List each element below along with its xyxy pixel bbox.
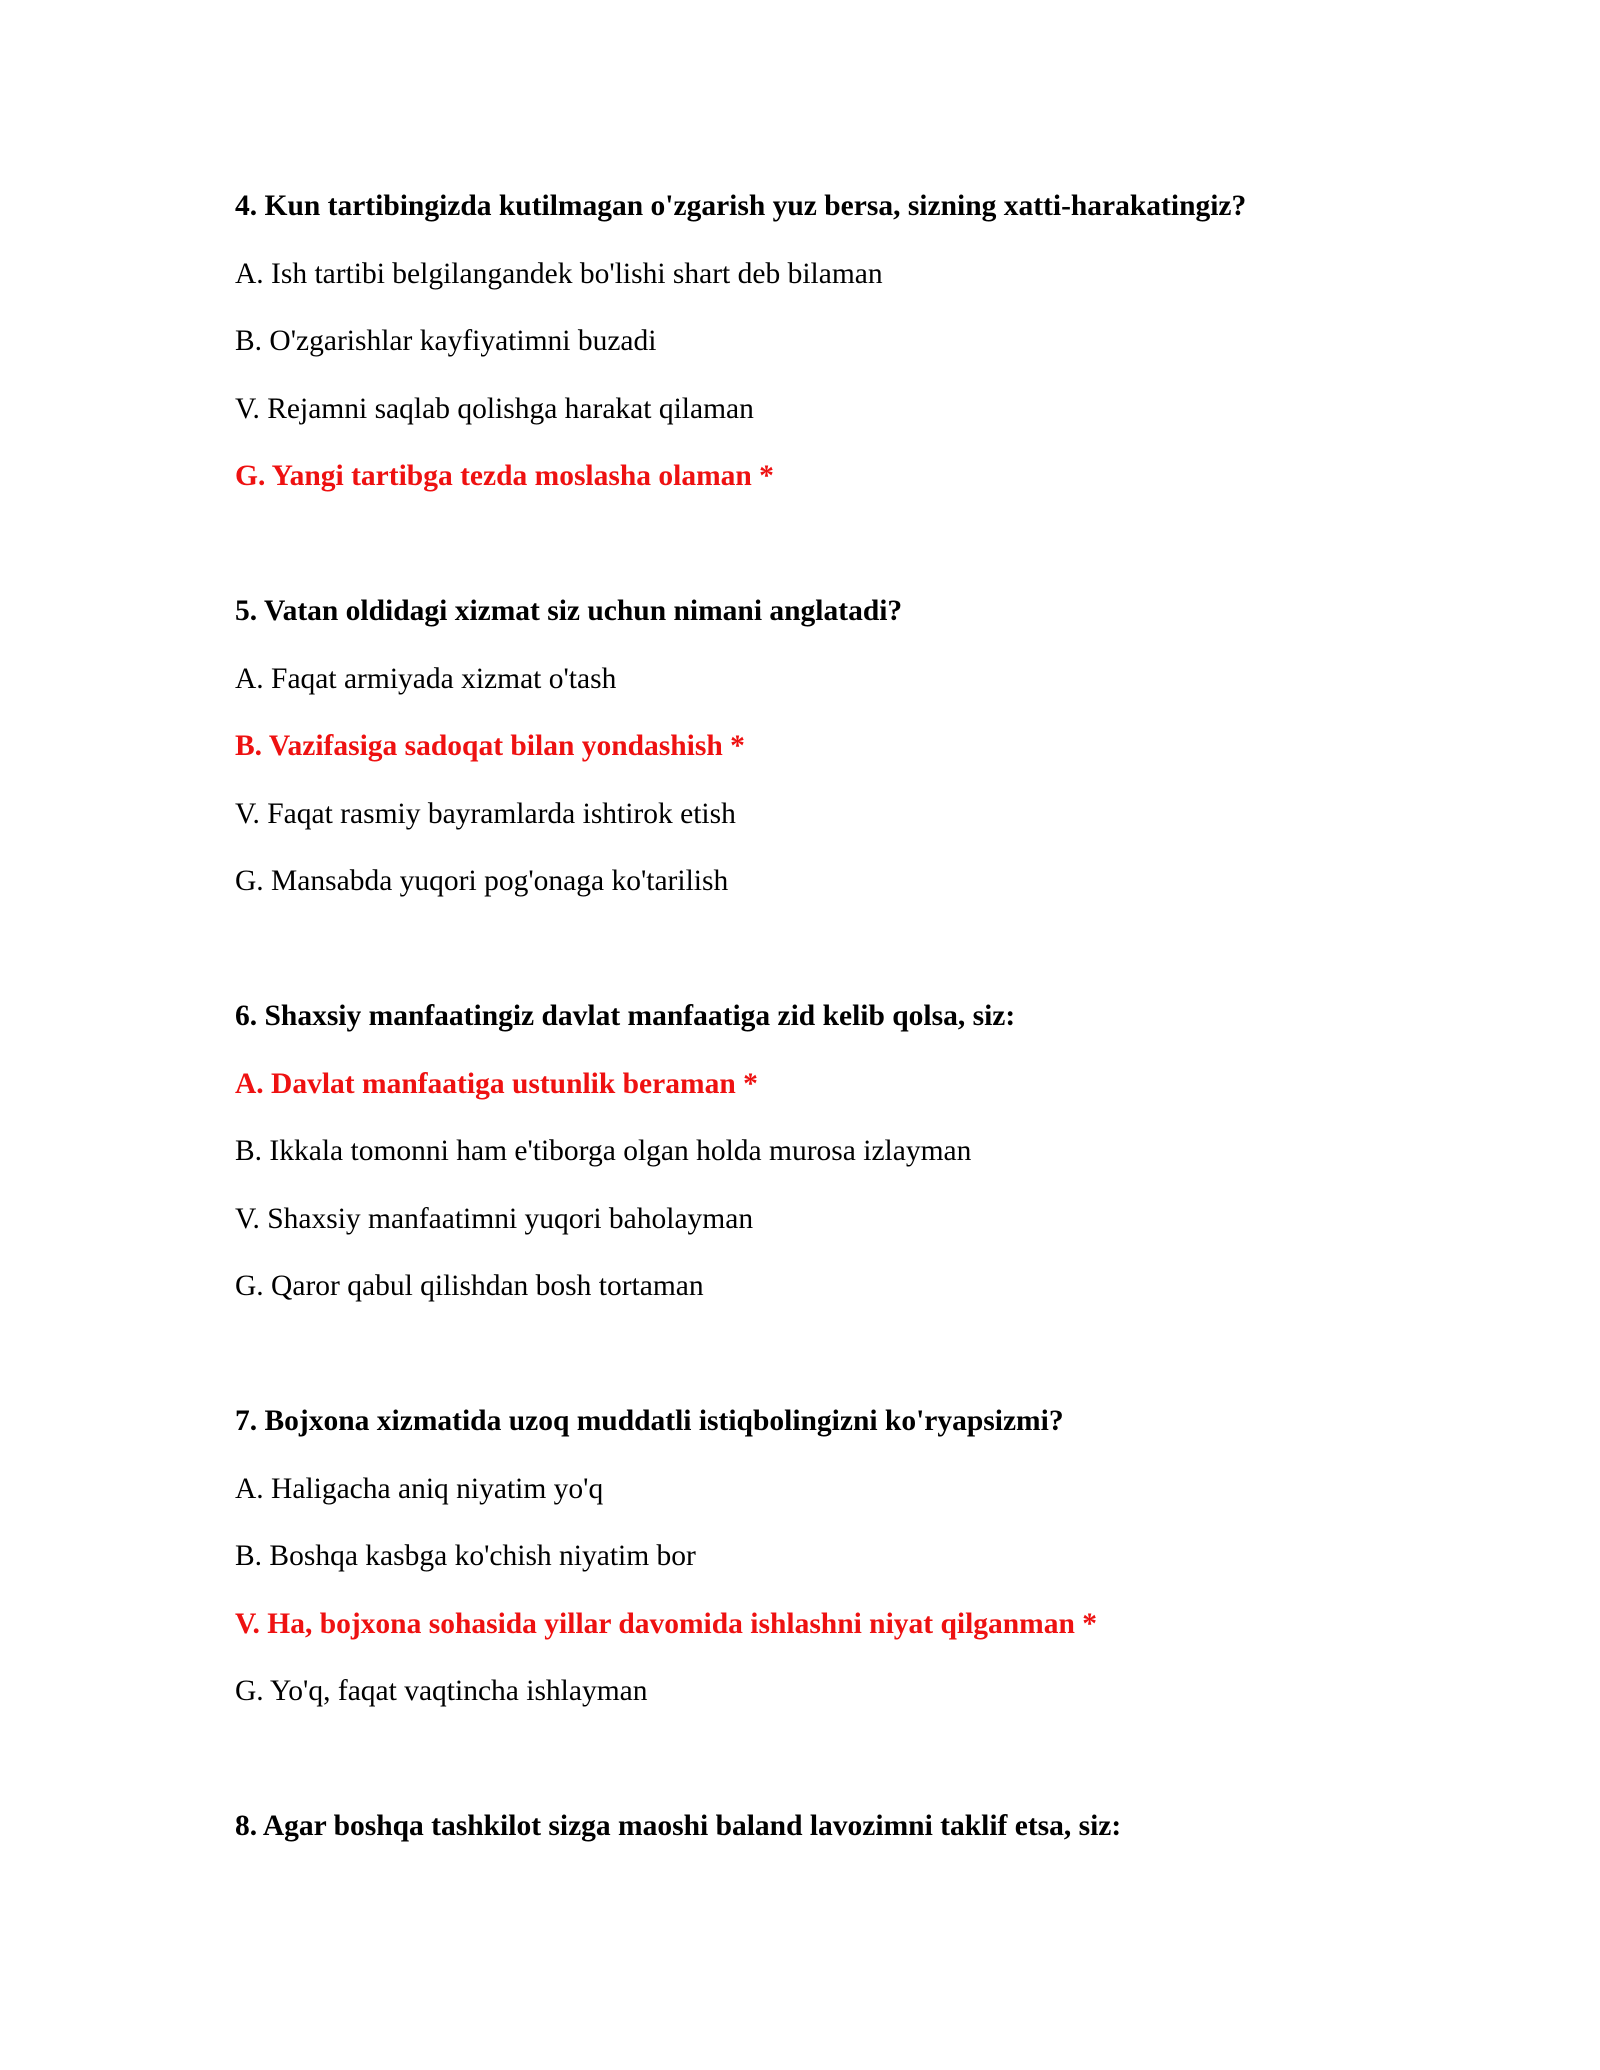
question-title: 6. Shaxsiy manfaatingiz davlat manfaatiga zid kelib qolsa, siz: [235, 1000, 1016, 1032]
question-title: 8. Agar boshqa tashkilot sizga maoshi baland lavozimni taklif etsa, siz: [235, 1810, 1122, 1842]
question-6 [235, 996, 1435, 1334]
answer-option-a: A. Haligacha aniq niyatim yo'q [235, 1472, 604, 1505]
answer-option-g-correct: G. Yangi tartibga tezda moslasha olaman * [235, 460, 774, 492]
answer-option-v-correct: V. Ha, bojxona sohasida yillar davomida ishlashni niyat qilganman * [235, 1607, 1098, 1640]
question-8 [235, 1806, 1435, 1874]
answer-option-a-correct: A. Davlat manfaatiga ustunlik beraman * [235, 1067, 758, 1100]
answer-option-g: G. Mansabda yuqori pog'onaga ko'tarilish [235, 865, 729, 897]
answer-option-b: B. Boshqa kasbga ko'chish niyatim bor [235, 1540, 696, 1572]
answer-option-b: B. Ikkala tomonni ham e'tiborga olgan holda murosa izlayman [235, 1135, 972, 1167]
answer-option-a: A. Faqat armiyada xizmat o'tash [235, 662, 617, 695]
answer-option-v: V. Shaxsiy manfaatimni yuqori baholayman [235, 1202, 754, 1235]
question-title: 7. Bojxona xizmatida uzoq muddatli istiqbolingizni ko'ryapsizmi? [235, 1405, 1064, 1437]
question-title: 4. Kun tartibingizda kutilmagan o'zgarish yuz bersa, sizning xatti-harakatingiz? [235, 190, 1247, 222]
question-4 [235, 186, 1435, 524]
question-5 [235, 591, 1435, 929]
answer-option-b-correct: B. Vazifasiga sadoqat bilan yondashish * [235, 730, 745, 762]
question-7 [235, 1401, 1435, 1739]
answer-option-g: G. Yo'q, faqat vaqtincha ishlayman [235, 1675, 648, 1707]
question-title: 5. Vatan oldidagi xizmat siz uchun nimani anglatadi? [235, 595, 903, 627]
answer-option-v: V. Rejamni saqlab qolishga harakat qilaman [235, 392, 754, 425]
answer-option-g: G. Qaror qabul qilishdan bosh tortaman [235, 1270, 704, 1302]
answer-option-a: A. Ish tartibi belgilangandek bo'lishi shart deb bilaman [235, 257, 883, 290]
answer-option-v: V. Faqat rasmiy bayramlarda ishtirok etish [235, 797, 736, 830]
answer-option-b: B. O'zgarishlar kayfiyatimni buzadi [235, 325, 657, 357]
